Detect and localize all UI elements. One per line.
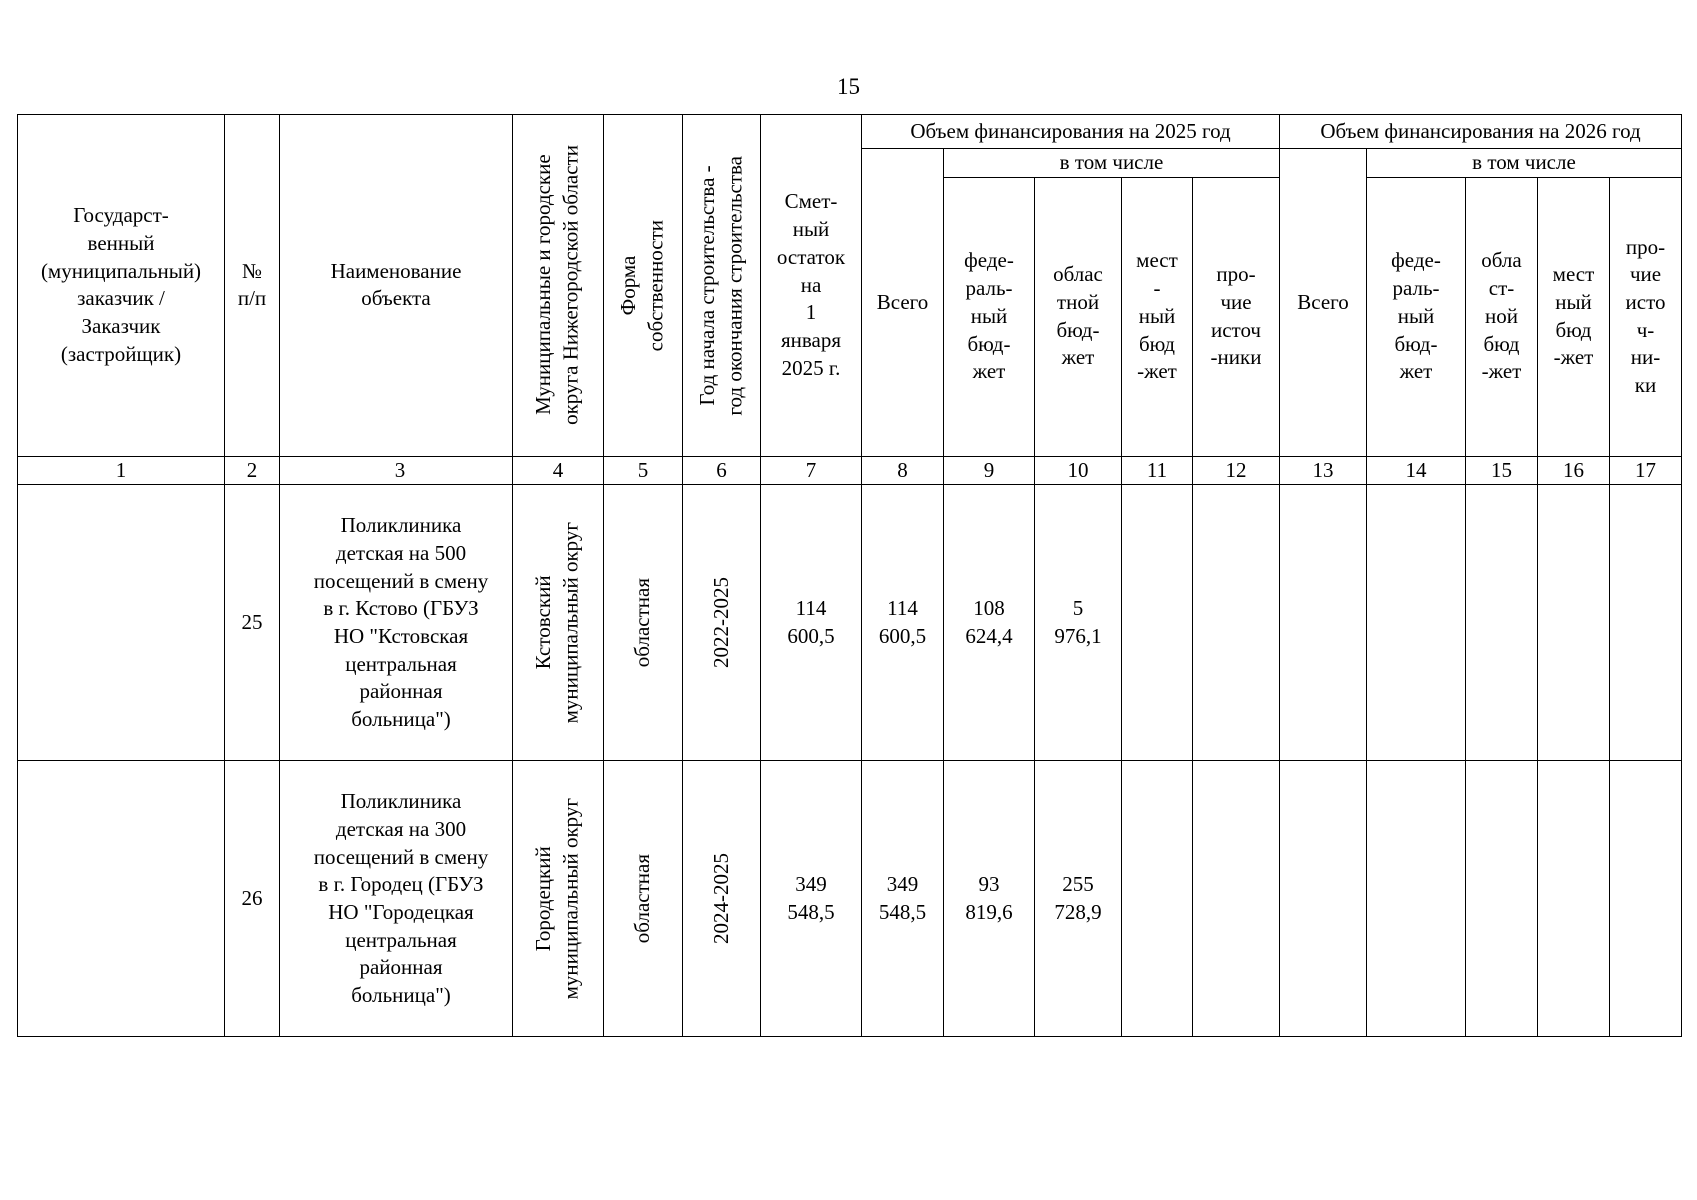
cell-years-wrap <box>683 485 761 761</box>
cell-federal-2026 <box>1367 761 1466 1037</box>
cell-other-2025 <box>1193 761 1280 1037</box>
column-number: 9 <box>944 456 1035 485</box>
header-municipal-cell <box>513 115 604 457</box>
column-number: 4 <box>513 456 604 485</box>
column-number: 12 <box>1193 456 1280 485</box>
header-other-2025: про- чие источ -ники <box>1193 177 1280 456</box>
cell-total-2025: 114 600,5 <box>862 485 944 761</box>
column-number: 14 <box>1367 456 1466 485</box>
header-local-2026: мест ный бюд -жет <box>1538 177 1610 456</box>
page-number: 15 <box>837 74 860 99</box>
cell-years: 2024-2025 <box>708 853 733 945</box>
cell-total-2026 <box>1280 485 1367 761</box>
cell-regional-2025: 255 728,9 <box>1035 761 1122 1037</box>
column-number: 3 <box>280 456 513 485</box>
cell-municipal: Кстовский муниципальный округ <box>531 522 583 724</box>
column-number: 11 <box>1122 456 1193 485</box>
cell-total-2026 <box>1280 761 1367 1037</box>
header-estimate-balance: Смет- ный остаток на 1 января 2025 г. <box>761 115 862 457</box>
header-other-2026: про- чие исто ч- ни- ки <box>1610 177 1682 456</box>
cell-ownership-wrap <box>604 485 683 761</box>
cell-municipal-wrap <box>513 485 604 761</box>
cell-number: 25 <box>225 485 280 761</box>
column-number: 13 <box>1280 456 1367 485</box>
header-local-2025: мест - ный бюд -жет <box>1122 177 1193 456</box>
cell-local-2026 <box>1538 485 1610 761</box>
table-row <box>18 761 1682 1037</box>
cell-local-2025 <box>1122 485 1193 761</box>
cell-object-name: Поликлиника детская на 500 посещений в смену в г. Кстово (ГБУЗ НО "Кстовская центральная районная больница") <box>280 485 513 761</box>
cell-estimate-balance: 349 548,5 <box>761 761 862 1037</box>
column-number: 10 <box>1035 456 1122 485</box>
column-number-row <box>18 456 1682 485</box>
cell-regional-2026 <box>1466 485 1538 761</box>
cell-number: 26 <box>225 761 280 1037</box>
header-municipal: Муниципальные и городские округа Нижегородской области <box>531 145 583 426</box>
cell-total-2025: 349 548,5 <box>862 761 944 1037</box>
cell-ownership: областная <box>630 578 655 668</box>
cell-ownership-wrap <box>604 761 683 1037</box>
cell-estimate-balance: 114 600,5 <box>761 485 862 761</box>
cell-object-name: Поликлиника детская на 300 посещений в смену в г. Городец (ГБУЗ НО "Городецкая центральная районная больница") <box>280 761 513 1037</box>
header-including-2026: в том числе <box>1367 149 1682 178</box>
header-regional-2025: облас тной бюд- жет <box>1035 177 1122 456</box>
column-number: 16 <box>1538 456 1610 485</box>
cell-other-2025 <box>1193 485 1280 761</box>
cell-federal-2025: 108 624,4 <box>944 485 1035 761</box>
header-regional-2026: обла ст- ной бюд -жет <box>1466 177 1538 456</box>
cell-regional-2026 <box>1466 761 1538 1037</box>
financing-table <box>17 114 1682 1037</box>
cell-regional-2025: 5 976,1 <box>1035 485 1122 761</box>
header-federal-2025: феде- раль- ный бюд- жет <box>944 177 1035 456</box>
column-number: 15 <box>1466 456 1538 485</box>
header-including-2025: в том числе <box>944 149 1280 178</box>
header-total-2025: Всего <box>862 149 944 457</box>
header-group-2026: Объем финансирования на 2026 год <box>1280 115 1682 149</box>
cell-federal-2025: 93 819,6 <box>944 761 1035 1037</box>
header-federal-2026: феде- раль- ный бюд- жет <box>1367 177 1466 456</box>
column-number: 5 <box>604 456 683 485</box>
header-object-name: Наименование объекта <box>280 115 513 457</box>
header-number: № п/п <box>225 115 280 457</box>
header-years-cell <box>683 115 761 457</box>
column-number: 8 <box>862 456 944 485</box>
column-number: 7 <box>761 456 862 485</box>
cell-municipal-wrap <box>513 761 604 1037</box>
header-group-2025: Объем финансирования на 2025 год <box>862 115 1280 149</box>
column-number: 1 <box>18 456 225 485</box>
column-number: 2 <box>225 456 280 485</box>
header-ownership: Форма собственности <box>616 219 668 352</box>
cell-local-2025 <box>1122 761 1193 1037</box>
cell-customer <box>18 485 225 761</box>
cell-federal-2026 <box>1367 485 1466 761</box>
header-total-2026: Всего <box>1280 149 1367 457</box>
cell-municipal: Городецкий муниципальный округ <box>531 798 583 1000</box>
header-customer: Государст- венный (муниципальный) заказчик / Заказчик (застройщик) <box>18 115 225 457</box>
column-number: 17 <box>1610 456 1682 485</box>
cell-other-2026 <box>1610 485 1682 761</box>
header-years: Год начала строительства - год окончания строительства <box>694 155 747 416</box>
cell-customer <box>18 761 225 1037</box>
header-ownership-cell <box>604 115 683 457</box>
cell-other-2026 <box>1610 761 1682 1037</box>
column-number: 6 <box>683 456 761 485</box>
table-row <box>18 485 1682 761</box>
cell-local-2026 <box>1538 761 1610 1037</box>
cell-ownership: областная <box>630 854 655 944</box>
cell-years-wrap <box>683 761 761 1037</box>
cell-years: 2022-2025 <box>708 577 733 669</box>
